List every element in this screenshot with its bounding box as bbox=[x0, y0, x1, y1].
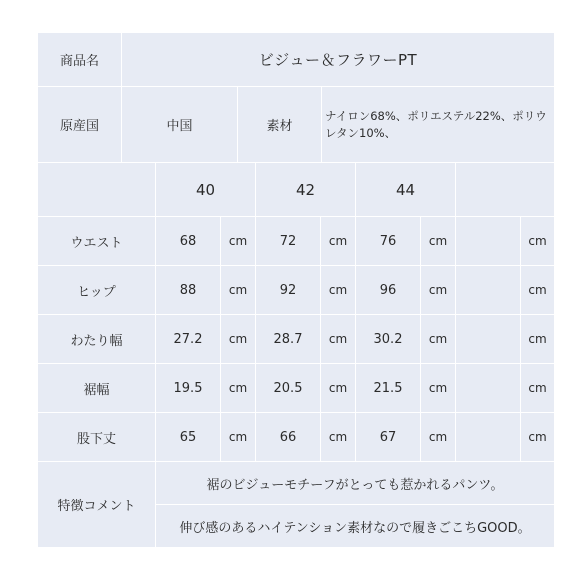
unit-hip-42: cm bbox=[328, 283, 348, 297]
unit-waist-extra: cm bbox=[528, 234, 547, 248]
unit-hip-40: cm bbox=[228, 283, 248, 297]
unit-hip-extra: cm bbox=[528, 283, 547, 297]
unit-waist-40: cm bbox=[228, 234, 248, 248]
value-waist-44: 76 bbox=[379, 233, 397, 249]
divider bbox=[121, 33, 122, 163]
unit-inseam-extra: cm bbox=[528, 430, 547, 444]
divider bbox=[156, 504, 554, 505]
unit-thigh-extra: cm bbox=[528, 332, 547, 346]
unit-thigh-42: cm bbox=[328, 332, 348, 346]
product-label: 商品名 bbox=[59, 54, 99, 69]
row-label-waist: ウエスト bbox=[70, 235, 123, 251]
divider bbox=[38, 363, 554, 364]
divider bbox=[38, 265, 554, 266]
unit-inseam-42: cm bbox=[328, 430, 348, 444]
divider bbox=[38, 461, 554, 462]
material-label: 素材 bbox=[266, 119, 293, 134]
divider bbox=[38, 412, 554, 413]
unit-hem-44: cm bbox=[428, 381, 448, 395]
unit-inseam-44: cm bbox=[428, 430, 448, 444]
unit-waist-42: cm bbox=[328, 234, 348, 248]
row-label-hip: ヒップ bbox=[77, 284, 116, 300]
comment-line-2: 伸び感のあるハイテンション素材なので履きごこちGOOD。 bbox=[179, 520, 531, 536]
size-spec-table bbox=[38, 33, 554, 547]
divider bbox=[355, 163, 356, 462]
divider bbox=[155, 163, 156, 547]
origin-value: 中国 bbox=[166, 119, 193, 134]
divider bbox=[455, 163, 456, 462]
unit-inseam-40: cm bbox=[228, 430, 248, 444]
value-inseam-44: 67 bbox=[379, 429, 397, 445]
unit-waist-44: cm bbox=[428, 234, 448, 248]
unit-thigh-40: cm bbox=[228, 332, 248, 346]
divider bbox=[38, 86, 554, 87]
size-header-42: 42 bbox=[295, 180, 316, 199]
unit-hip-44: cm bbox=[428, 283, 448, 297]
unit-hem-extra: cm bbox=[528, 381, 547, 395]
unit-thigh-44: cm bbox=[428, 332, 448, 346]
value-thigh-44: 30.2 bbox=[373, 331, 403, 347]
size-header-44: 44 bbox=[395, 180, 416, 199]
divider bbox=[220, 217, 221, 462]
divider bbox=[320, 217, 321, 462]
divider bbox=[38, 314, 554, 315]
unit-hem-40: cm bbox=[228, 381, 248, 395]
product-name: ビジュー＆フラワーPT bbox=[258, 51, 418, 69]
value-hem-44: 21.5 bbox=[373, 380, 403, 396]
row-label-thigh: わたり幅 bbox=[70, 333, 123, 349]
value-thigh-40: 27.2 bbox=[173, 331, 203, 347]
value-inseam-42: 66 bbox=[279, 429, 297, 445]
material-value: ナイロン68%、ポリエステル22%、ポリウレタン10%、 bbox=[325, 108, 547, 140]
row-label-inseam: 股下丈 bbox=[76, 431, 116, 447]
comment-label: 特徴コメント bbox=[57, 499, 136, 514]
value-hip-40: 88 bbox=[179, 282, 197, 298]
divider bbox=[255, 163, 256, 462]
divider bbox=[237, 87, 238, 163]
value-hip-44: 96 bbox=[379, 282, 397, 298]
value-hip-42: 92 bbox=[279, 282, 297, 298]
origin-label: 原産国 bbox=[59, 119, 99, 134]
size-header-40: 40 bbox=[195, 180, 216, 199]
value-hem-40: 19.5 bbox=[173, 380, 203, 396]
divider bbox=[520, 217, 521, 462]
value-waist-40: 68 bbox=[179, 233, 197, 249]
divider bbox=[38, 162, 554, 163]
value-thigh-42: 28.7 bbox=[273, 331, 303, 347]
value-waist-42: 72 bbox=[279, 233, 297, 249]
divider bbox=[420, 217, 421, 462]
divider bbox=[38, 216, 554, 217]
divider bbox=[321, 87, 322, 163]
value-inseam-40: 65 bbox=[179, 429, 197, 445]
row-label-hem: 裾幅 bbox=[83, 382, 110, 398]
comment-line-1: 裾のビジューモチーフがとっても惹かれるパンツ。 bbox=[206, 477, 504, 493]
value-hem-42: 20.5 bbox=[273, 380, 303, 396]
unit-hem-42: cm bbox=[328, 381, 348, 395]
